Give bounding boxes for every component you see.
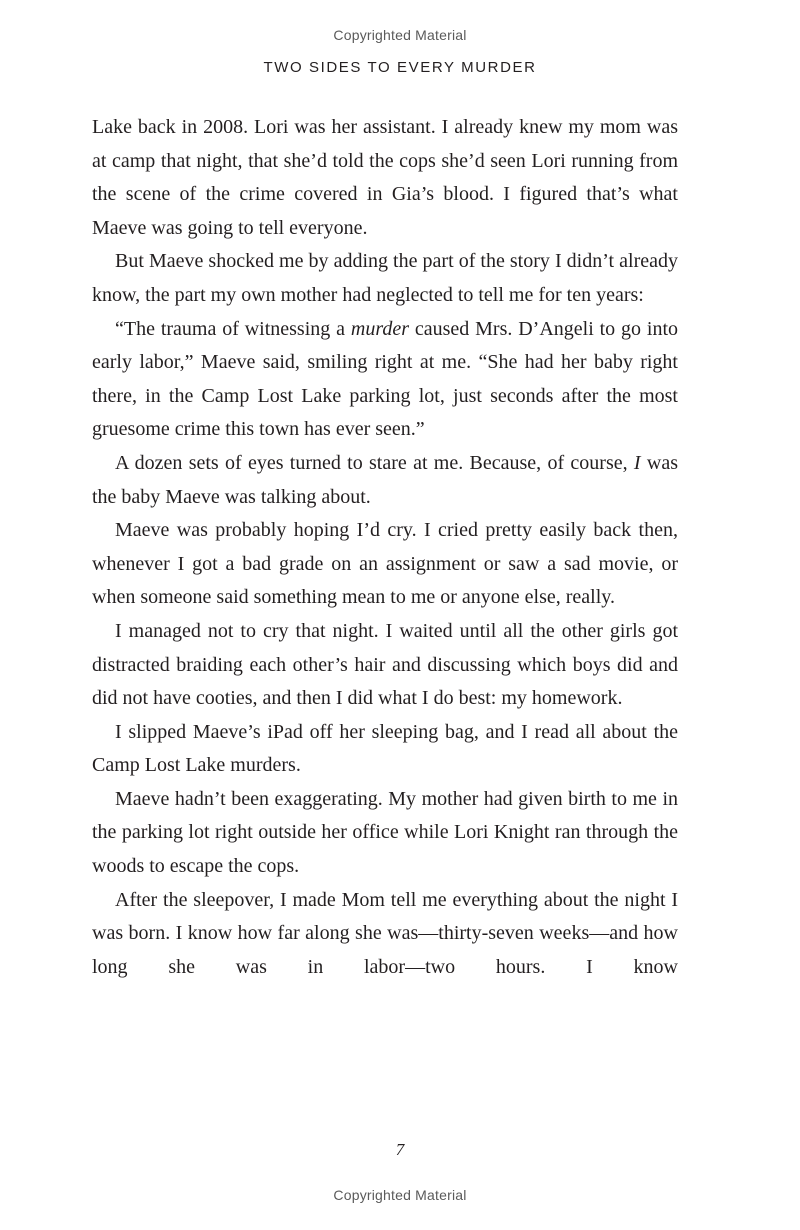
paragraph-1: Lake back in 2008. Lori was her assistant. I already knew my mom was at camp that night, that she’d told the cops she’d seen Lori running from the scene of the crime covered in Gia’s blood. I figured that’s what Maeve was going to tell everyone. — [92, 116, 678, 239]
paragraph-6: I managed not to cry that night. I waited until all the other girls got distracted braiding each other’s hair and discussing which boys did and did not have cooties, and then I did what I do best: my homework. — [92, 619, 678, 710]
paragraph-5: Maeve was probably hoping I’d cry. I cried pretty easily back then, whenever I got a bad grade on an assignment or saw a sad movie, or when someone said something mean to me or anyone else, really. — [92, 519, 678, 609]
paragraph-9: After the sleepover, I made Mom tell me everything about the night I was born. I know how far along she was—thirty-seven weeks—and how long she was in labor—two hours. I know — [92, 888, 678, 978]
paragraph-3 — [92, 313, 678, 447]
page-number: 7 — [395, 1140, 405, 1159]
paragraph-8: Maeve hadn’t been exaggerating. My mother had given birth to me in the parking lot right outside her office while Lori Knight ran through the woods to escape the cops. — [92, 787, 678, 878]
paragraph-3-emphasis: murder — [350, 317, 410, 340]
copyright-watermark-top: Copyrighted Material — [333, 27, 467, 43]
paragraph-4-emphasis: I — [633, 451, 641, 474]
paragraph-3-pre: “The trauma of witnessing a — [115, 317, 351, 340]
body-text — [92, 111, 678, 984]
copyright-watermark-bottom: Copyrighted Material — [333, 1187, 467, 1203]
paragraph-4-pre: A dozen sets of eyes turned to stare at me. Because, of course, — [115, 451, 634, 474]
paragraph-3-post: caused Mrs. D’Angeli to go into early labor,” Maeve said, smiling right at me. “She had her baby right there, in the Camp Lost Lake parking lot, just seconds after the most gruesome crime this town has ever seen.” — [92, 317, 679, 441]
paragraph-4 — [92, 447, 678, 514]
paragraph-7: I slipped Maeve’s iPad off her sleeping bag, and I read all about the Camp Lost Lake murders. — [92, 720, 678, 777]
paragraph-2: But Maeve shocked me by adding the part of the story I didn’t already know, the part my own mother had neglected to tell me for ten years: — [92, 250, 678, 306]
paragraph-4-post: was the baby Maeve was talking about. — [92, 451, 678, 508]
running-head: TWO SIDES TO EVERY MURDER — [263, 59, 537, 76]
